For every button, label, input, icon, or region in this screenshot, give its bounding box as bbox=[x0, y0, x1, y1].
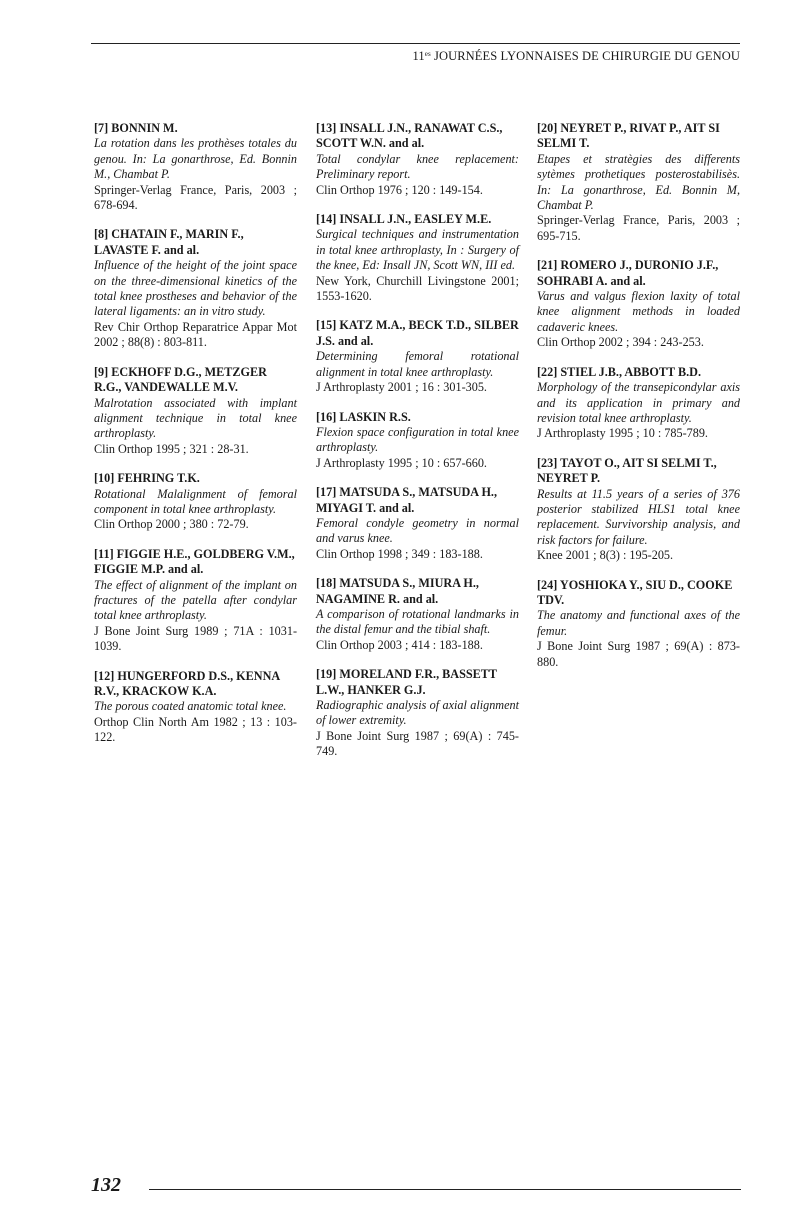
page-number: 132 bbox=[91, 1174, 121, 1196]
reference-authors: [15] KATZ M.A., BECK T.D., SILBER J.S. and al. bbox=[316, 318, 519, 348]
reference-title: Results at 11.5 years of a series of 376 posterior stabilized HLS1 total knee replacement. Survivorship analysis, and risk factors for failure. bbox=[537, 486, 740, 547]
reference-entry bbox=[537, 456, 740, 564]
reference-title: Malrotation associated with implant alignment technique in total knee arthroplasty. bbox=[94, 395, 297, 441]
reference-entry bbox=[316, 410, 519, 472]
reference-authors: [11] FIGGIE H.E., GOLDBERG V.M., FIGGIE M.P. and al. bbox=[94, 546, 295, 577]
reference-source: Orthop Clin North Am 1982 ; 13 : 103-122. bbox=[94, 714, 297, 745]
reference-source: Clin Orthop 2003 ; 414 : 183-188. bbox=[316, 637, 483, 652]
reference-title: Flexion space configuration in total knee arthroplasty. bbox=[316, 424, 519, 455]
reference-authors: [12] HUNGERFORD D.S., KENNA R.V., KRACKOW K.A. bbox=[94, 668, 280, 698]
reference-authors: [21] ROMERO J., DURONIO J.F., SOHRABI A. and al. bbox=[537, 258, 719, 288]
reference-title: The porous coated anatomic total knee. bbox=[94, 699, 287, 714]
reference-authors: [14] INSALL J.N., EASLEY M.E. bbox=[316, 212, 492, 227]
reference-source: Springer-Verlag France, Paris, 2003 ; 678-694. bbox=[94, 182, 297, 213]
reference-source: New York, Churchill Livingstone 2001; 1553-1620. bbox=[316, 273, 519, 304]
reference-title: Radiographic analysis of axial alignment of lower extremity. bbox=[316, 698, 519, 728]
reference-entry bbox=[94, 669, 297, 746]
reference-source: Clin Orthop 2000 ; 380 : 72-79. bbox=[94, 517, 249, 532]
reference-authors: [23] TAYOT O., AIT SI SELMI T., NEYRET P. bbox=[537, 455, 717, 486]
reference-source: J Arthroplasty 2001 ; 16 : 301-305. bbox=[316, 380, 487, 395]
reference-source: Clin Orthop 1976 ; 120 : 149-154. bbox=[316, 182, 483, 197]
reference-entry bbox=[537, 258, 740, 350]
reference-title: Femoral condyle geometry in normal and varus knee. bbox=[316, 515, 519, 546]
reference-title: Morphology of the transepicondylar axis and its application in primary and revision total knee arthroplasty. bbox=[537, 380, 740, 425]
reference-title: Total condylar knee replacement: Preliminary report. bbox=[316, 151, 519, 182]
reference-column-2 bbox=[316, 121, 519, 774]
reference-entry bbox=[94, 471, 297, 533]
reference-title: Rotational Malalignment of femoral component in total knee arthroplasty. bbox=[94, 486, 297, 516]
reference-entry bbox=[537, 365, 740, 442]
reference-authors: [22] STIEL J.B., ABBOTT B.D. bbox=[537, 364, 702, 379]
reference-authors: [24] YOSHIOKA Y., SIU D., COOKE TDV. bbox=[537, 577, 733, 607]
reference-authors: [10] FEHRING T.K. bbox=[94, 471, 200, 486]
reference-entry bbox=[316, 576, 519, 653]
header-superscript: es bbox=[424, 50, 431, 58]
reference-title: Surgical techniques and instrumentation in total knee arthroplasty, In : Surgery of the knee, Ed: Insall JN, Scott WN, III ed. bbox=[316, 227, 519, 273]
reference-column-1 bbox=[94, 121, 297, 760]
header-prefix: 11 bbox=[412, 49, 425, 63]
reference-title: The effect of alignment of the implant on fractures of the patella after condylar total knee arthroplasty. bbox=[94, 577, 297, 623]
footer-rule bbox=[149, 1189, 741, 1190]
reference-authors: [18] MATSUDA S., MIURA H., NAGAMINE R. and al. bbox=[316, 576, 479, 606]
reference-authors: [13] INSALL J.N., RANAWAT C.S., SCOTT W.N. and al. bbox=[316, 121, 503, 151]
reference-title: The anatomy and functional axes of the femur. bbox=[537, 608, 740, 638]
reference-source: Springer-Verlag France, Paris, 2003 ; 695-715. bbox=[537, 213, 740, 243]
reference-authors: [17] MATSUDA S., MATSUDA H., MIYAGI T. and al. bbox=[316, 485, 498, 515]
reference-entry bbox=[537, 121, 740, 244]
reference-source: Clin Orthop 1995 ; 321 : 28-31. bbox=[94, 441, 249, 456]
reference-entry bbox=[316, 485, 519, 562]
reference-source: J Arthroplasty 1995 ; 10 : 785-789. bbox=[537, 426, 708, 441]
reference-entry bbox=[94, 547, 297, 655]
reference-authors: [8] CHATAIN F., MARIN F., LAVASTE F. and al. bbox=[94, 227, 244, 257]
header-title: JOURNÉES LYONNAISES DE CHIRURGIE DU GENOU bbox=[430, 49, 740, 63]
reference-source: Clin Orthop 2002 ; 394 : 243-253. bbox=[537, 335, 704, 350]
reference-source: J Bone Joint Surg 1987 ; 69(A) : 873-880. bbox=[537, 639, 740, 669]
reference-source: J Arthroplasty 1995 ; 10 : 657-660. bbox=[316, 455, 487, 470]
reference-entry bbox=[316, 121, 519, 198]
reference-source: Clin Orthop 1998 ; 349 : 183-188. bbox=[316, 546, 483, 561]
reference-entry bbox=[94, 121, 297, 213]
reference-authors: [9] ECKHOFF D.G., METZGER R.G., VANDEWALLE M.V. bbox=[94, 364, 267, 395]
reference-authors: [19] MORELAND F.R., BASSETT L.W., HANKER G.J. bbox=[316, 667, 497, 697]
reference-entry bbox=[94, 227, 297, 350]
reference-title: A comparison of rotational landmarks in the distal femur and the tibial shaft. bbox=[316, 606, 519, 637]
reference-authors: [7] BONNIN M. bbox=[94, 121, 178, 135]
reference-entry bbox=[316, 667, 519, 759]
reference-authors: [16] LASKIN R.S. bbox=[316, 409, 411, 424]
reference-entry bbox=[94, 365, 297, 457]
reference-column-3 bbox=[537, 121, 740, 684]
reference-title: Varus and valgus flexion laxity of total knee alignment methods in loaded cadaveric knees. bbox=[537, 289, 740, 334]
reference-source: J Bone Joint Surg 1987 ; 69(A) : 745-749. bbox=[316, 728, 519, 759]
reference-entry bbox=[316, 318, 519, 395]
reference-source: J Bone Joint Surg 1989 ; 71A : 1031-1039. bbox=[94, 623, 297, 654]
reference-title: Determining femoral rotational alignment in total knee arthroplasty. bbox=[316, 349, 519, 379]
reference-source: Rev Chir Orthop Reparatrice Appar Mot 2002 ; 88(8) : 803-811. bbox=[94, 319, 297, 350]
reference-entry bbox=[537, 578, 740, 670]
reference-title: Influence of the height of the joint space on the three-dimensional kinetics of the total knee prostheses and behavior of the lateral ligaments: an in vitro study. bbox=[94, 258, 297, 319]
header-rule bbox=[91, 43, 740, 44]
reference-source: Knee 2001 ; 8(3) : 195-205. bbox=[537, 548, 674, 563]
reference-entry bbox=[316, 212, 519, 304]
reference-authors: [20] NEYRET P., RIVAT P., AIT SI SELMI T. bbox=[537, 121, 720, 151]
running-header bbox=[413, 49, 740, 64]
reference-title: La rotation dans les prothèses totales du genou. In: La gonarthrose, Ed. Bonnin M., Chambat P. bbox=[94, 136, 297, 182]
reference-title: Etapes et stratègies des differents sytèmes prothetiques posterostabilisès. In: La gonarthrose, Ed. Bonnin M, Chambat P. bbox=[537, 151, 740, 213]
